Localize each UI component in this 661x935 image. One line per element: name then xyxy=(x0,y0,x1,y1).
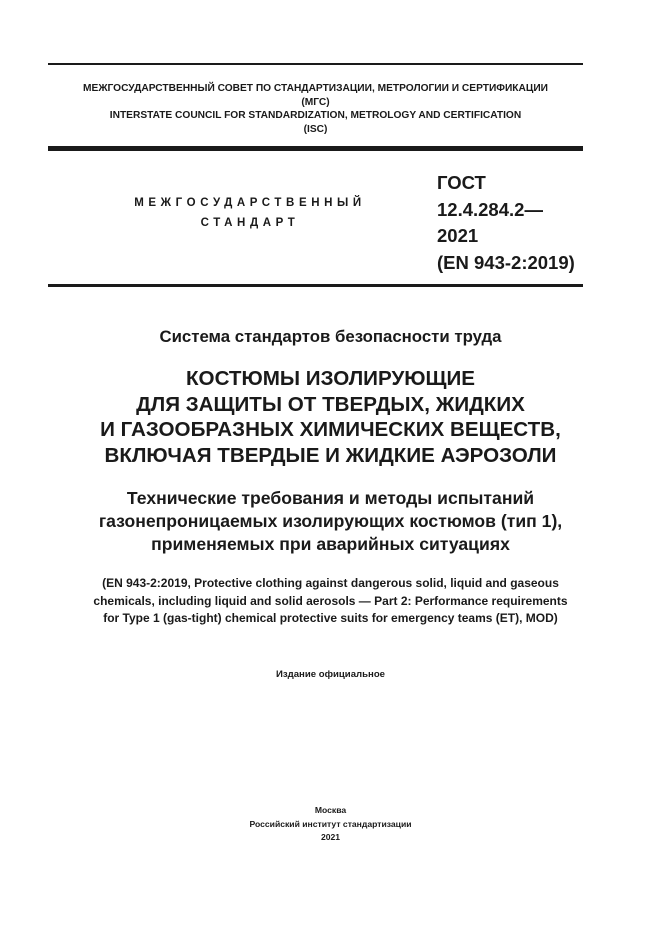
english-title-line: (EN 943-2:2019, Protective clothing against dangerous solid, liquid and gaseous xyxy=(102,576,559,590)
subtitle-line: газонепроницаемых изолирующих костюмов (тип 1), xyxy=(98,511,563,531)
edition-label: Издание официальное xyxy=(275,669,386,680)
bottom-rule xyxy=(48,284,583,287)
english-title xyxy=(0,575,661,628)
standard-kind-line1: МЕЖГОСУДАРСТВЕННЫЙ xyxy=(134,197,366,209)
document-subtitle xyxy=(0,487,661,556)
title-line: ДЛЯ ЗАЩИТЫ ОТ ТВЕРДЫХ, ЖИДКИХ xyxy=(136,392,525,416)
council-name-ru: МЕЖГОСУДАРСТВЕННЫЙ СОВЕТ ПО СТАНДАРТИЗАЦИИ, МЕТРОЛОГИИ И СЕРТИФИКАЦИИ xyxy=(83,83,548,94)
designation-prefix: ГОСТ xyxy=(437,172,486,193)
publisher-block xyxy=(0,804,661,845)
council-abbr-ru: (МГС) xyxy=(301,96,330,108)
designation-equivalent: (EN 943-2:2019) xyxy=(437,251,575,273)
council-abbr-en: (ISC) xyxy=(303,123,328,135)
top-rule xyxy=(48,63,583,65)
middle-rule xyxy=(48,146,583,151)
standard-designation xyxy=(437,170,575,276)
title-line: КОСТЮМЫ ИЗОЛИРУЮЩИЕ xyxy=(185,367,476,390)
council-name-en: INTERSTATE COUNCIL FOR STANDARDIZATION, METROLOGY AND CERTIFICATION xyxy=(109,110,522,121)
english-title-line: chemicals, including liquid and solid aerosols — Part 2: Performance requirements xyxy=(93,593,568,608)
title-line: И ГАЗООБРАЗНЫХ ХИМИЧЕСКИХ ВЕЩЕСТВ, xyxy=(100,418,561,441)
title-line: ВКЛЮЧАЯ ТВЕРДЫЕ И ЖИДКИЕ АЭРОЗОЛИ xyxy=(104,443,557,467)
english-title-line: for Type 1 (gas-tight) chemical protective suits for emergency teams (ET), MOD) xyxy=(103,611,558,625)
publisher-institute: Российский институт стандартизации xyxy=(249,818,412,829)
series-title: Система стандартов безопасности труда xyxy=(159,327,502,346)
designation-number: 12.4.284.2— xyxy=(437,198,543,220)
standard-kind-line2: СТАНДАРТ xyxy=(200,217,300,229)
publisher-year: 2021 xyxy=(320,832,341,842)
subtitle-line: Технические требования и методы испытаний xyxy=(126,488,535,508)
publisher-city: Москва xyxy=(314,805,347,815)
council-header xyxy=(48,82,583,136)
subtitle-line: применяемых при аварийных ситуациях xyxy=(151,534,510,554)
document-title xyxy=(0,366,661,468)
designation-year: 2021 xyxy=(437,225,479,246)
standard-kind xyxy=(110,193,390,233)
